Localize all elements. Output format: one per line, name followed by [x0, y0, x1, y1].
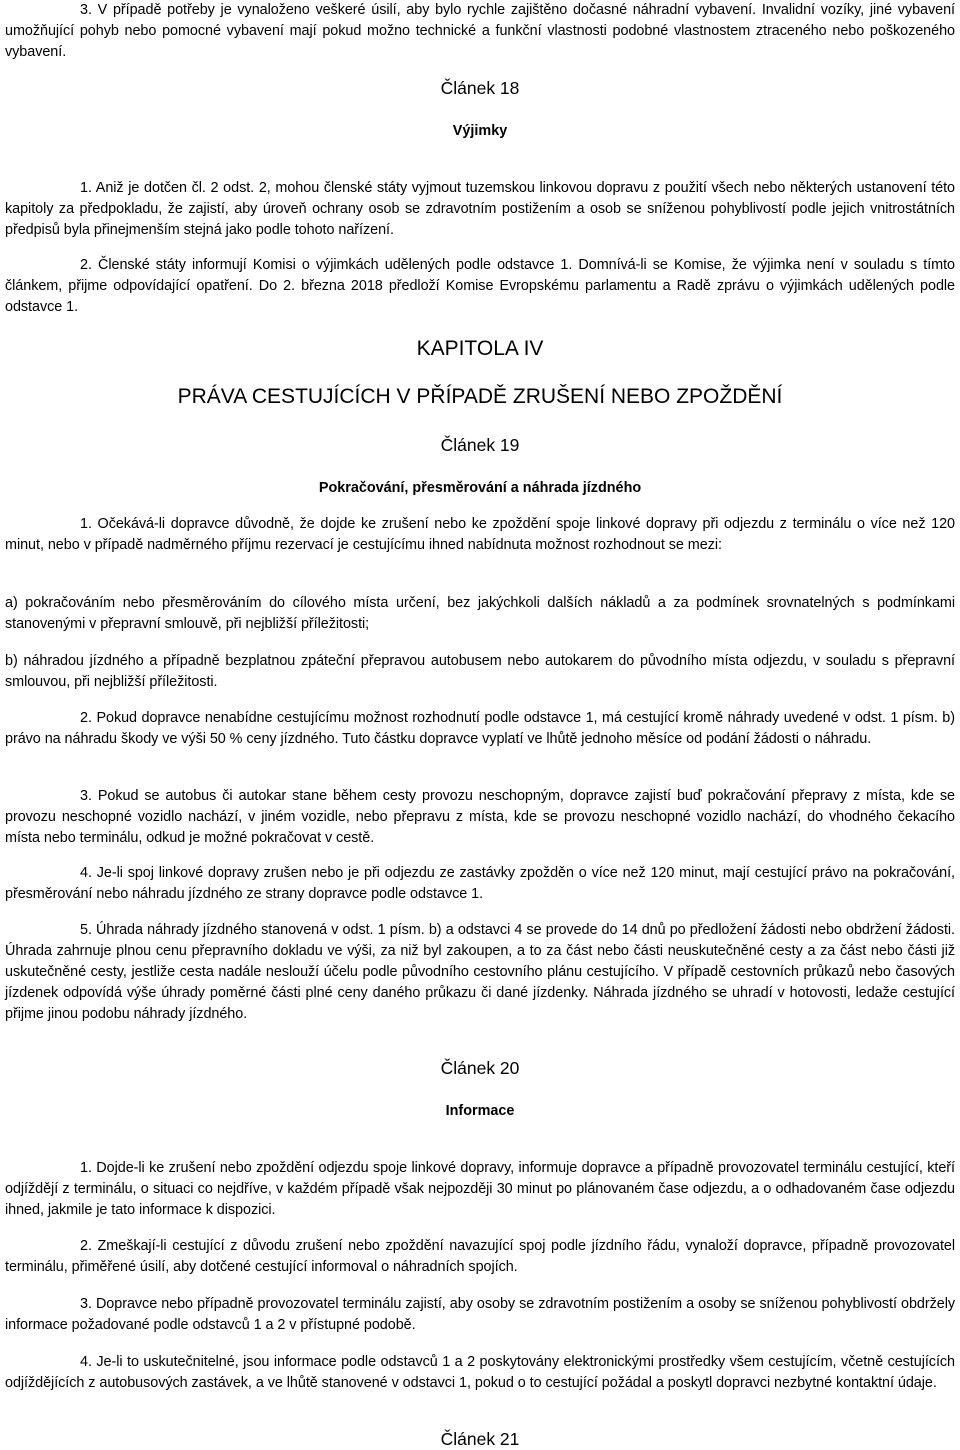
- chapter-number: KAPITOLA IV: [416, 337, 544, 360]
- article-19-paragraph-2: 2. Pokud dopravce nenabídne cestujícímu možnost rozhodnutí podle odstavce 1, má cestující kromě náhrady uvedené v odst. 1 písm. b) právo na náhradu škody ve výši 50 % ceny jízdného. Tuto částku dopravce vyplatí ve lhůtě jednoho měsíce od podání žádosti o náhradu.: [5, 710, 955, 747]
- article-19-paragraph-a: a) pokračováním nebo přesměrováním do cílového místa určení, bez jakýchkoli dalších nákladů a za podmínek srovnatelných s podmínkami stanovenými v přepravní smlouvě, při nejbližší příležitosti;: [5, 595, 955, 632]
- article-19-subtitle: Pokračování, přesměrování a náhrada jízdného: [318, 480, 642, 496]
- article-20-paragraph-4: 4. Je-li to uskutečnitelné, jsou informace podle odstavců 1 a 2 poskytovány elektronickými prostředky všem cestujícím, včetně cestujících odjíždějících z autobusových zastávek, a ve lhůtě stanovené v odstavci 1, pokud o to cestující požádal a poskytl dopravci nezbytné kontaktní údaje.: [5, 1354, 955, 1391]
- article-21-title: Článek 21: [440, 1429, 520, 1449]
- intro-paragraph-3: 3. V případě potřeby je vynaloženo veškeré úsilí, aby bylo rychle zajištěno dočasné náhradní vybavení. Invalidní vozíky, jiné vybavení umožňující pohyb nebo pomocné vybavení mají pokud možno technické a funkční vlastnosti podobné vlastnostem ztraceného nebo poškozeného vybavení.: [5, 2, 955, 60]
- article-19-paragraph-5: 5. Úhrada náhrady jízdného stanovená v odst. 1 písm. b) a odstavci 4 se provede do 14 dnů po předložení žádosti nebo obdržení žádosti. Úhrada zahrnuje plnou cenu přepravního dokladu ve výši, za niž byl zakoupen, a to za část nebo části neuskutečněné cesty a za část nebo části již uskutečněné cesty, jestliže cesta nadále neslouží účelu podle původního cestovního plánu cestujícího. V případě cestovních průkazů nebo časových jízdenek odpovídá výše úhrady poměrné části plné ceny daného průkazu či dané jízdenky. Náhrada jízdného se uhradí v hotovosti, ledaže cestující přijme jinou podobu náhrady jízdného.: [5, 922, 955, 1022]
- article-19-paragraph-b: b) náhradou jízdného a případně bezplatnou zpáteční přepravou autobusem nebo autokarem do původního místa odjezdu, v souladu s přepravní smlouvou, při nejbližší příležitosti.: [5, 653, 955, 690]
- article-19-paragraph-4: 4. Je-li spoj linkové dopravy zrušen nebo je při odjezdu ze zastávky zpožděn o více než 120 minut, mají cestující právo na pokračování, přesměrování nebo náhradu jízdného ze strany dopravce podle odstavce 1.: [5, 865, 955, 902]
- article-20-paragraph-1: 1. Dojde-li ke zrušení nebo zpoždění odjezdu spoje linkové dopravy, informuje dopravce a případně provozovatel terminálu cestující, kteří odjíždějí z terminálu, o situaci co nejdříve, v každém případě však nejpozději 30 minut po plánovaném čase odjezdu, a o odhadovaném čase odjezdu ihned, jakmile je tato informace k dispozici.: [5, 1160, 955, 1218]
- article-19-title: Článek 19: [440, 435, 520, 455]
- article-20-subtitle: Informace: [445, 1103, 515, 1119]
- article-18-paragraph-1: 1. Aniž je dotčen čl. 2 odst. 2, mohou členské státy vyjmout tuzemskou linkovou dopravu z použití všech nebo některých ustanovení této kapitoly za předpokladu, že zajistí, aby úroveň ochrany osob se zdravotním postižením a osob se sníženou pohyblivostí podle jejich vnitrostátních předpisů byla přinejmenším stejná jako podle tohoto nařízení.: [5, 180, 955, 238]
- document-page: [5, 0, 955, 1448]
- article-19-paragraph-3: 3. Pokud se autobus či autokar stane během cesty provozu neschopným, dopravce zajistí buď pokračování přepravy z místa, kde se provozu neschopné vozidlo nachází, v jiném vozidle, nebo přepravu z místa, kde se provozu neschopné vozidlo nachází, do vhodného čekacího místa nebo terminálu, odkud je možné pokračovat v cestě.: [5, 788, 955, 846]
- article-18-subtitle: Výjimky: [452, 123, 508, 139]
- article-19-paragraph-1: 1. Očekává-li dopravce důvodně, že dojde ke zrušení nebo ke zpoždění spoje linkové dopravy při odjezdu z terminálu o více než 120 minut, nebo v případě nadměrného příjmu rezervací je cestujícímu ihned nabídnuta možnost rozhodnout se mezi:: [5, 516, 955, 553]
- article-18-paragraph-2: 2. Členské státy informují Komisi o výjimkách udělených podle odstavce 1. Domnívá-li se Komise, že výjimka není v souladu s tímto článkem, přijme odpovídající opatření. Do 2. března 2018 předloží Komise Evropskému parlamentu a Radě zprávu o výjimkách udělených podle odstavce 1.: [5, 257, 955, 315]
- article-20-title: Článek 20: [440, 1058, 520, 1078]
- article-20-paragraph-2: 2. Zmeškají-li cestující z důvodu zrušení nebo zpoždění navazující spoj podle jízdního řádu, vynaloží dopravce, případně provozovatel terminálu, přiměřené úsilí, aby dotčené cestující informoval o náhradních spojích.: [5, 1238, 955, 1275]
- article-20-paragraph-3: 3. Dopravce nebo případně provozovatel terminálu zajistí, aby osoby se zdravotním postižením a osoby se sníženou pohyblivostí obdržely informace požadované podle odstavců 1 a 2 v přístupné podobě.: [5, 1296, 955, 1333]
- article-18-title: Článek 18: [440, 78, 520, 98]
- chapter-title: PRÁVA CESTUJÍCÍCH V PŘÍPADĚ ZRUŠENÍ NEBO ZPOŽDĚNÍ: [177, 385, 783, 408]
